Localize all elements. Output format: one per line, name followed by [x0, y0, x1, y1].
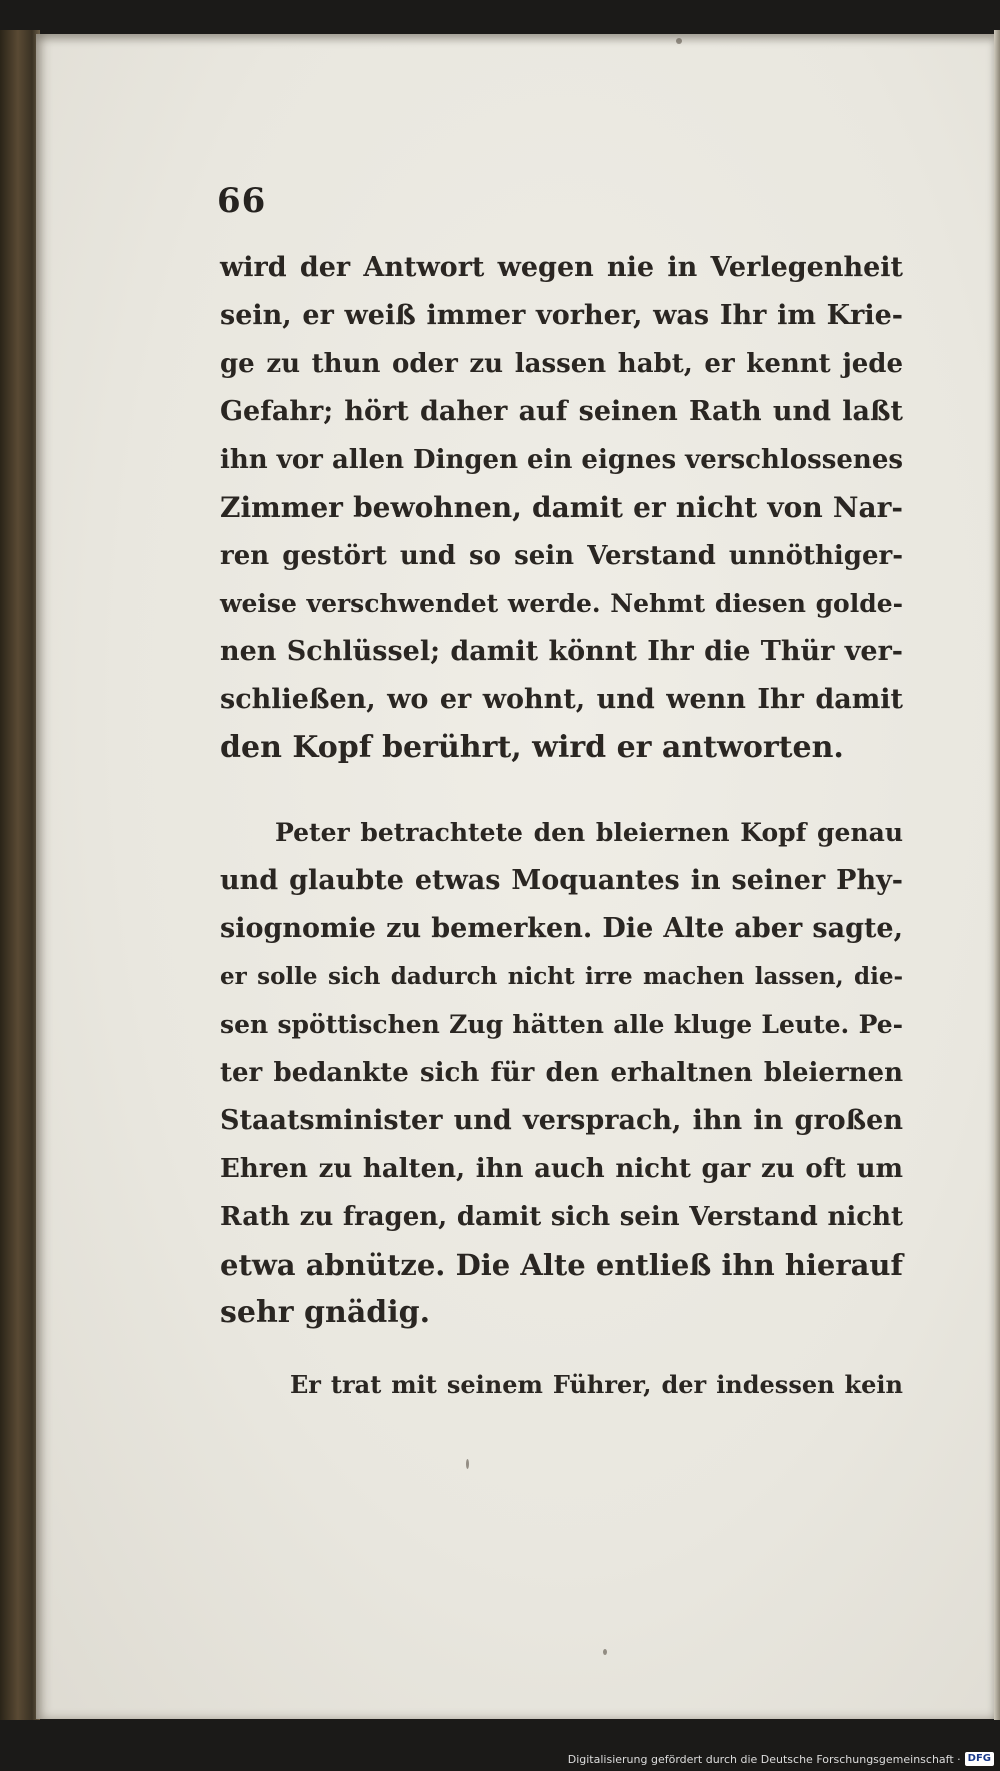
- text-line: nen Schlüssel; damit könnt Ihr die Thür ver-: [220, 636, 903, 667]
- page-edges: [994, 30, 1000, 1720]
- text-line: sehr gnädig.: [220, 1295, 431, 1330]
- text-line: wird der Antwort wegen nie in Verlegenheit: [220, 252, 903, 283]
- text-line: ter bedankte sich für den erhaltnen bleiernen: [220, 1058, 903, 1088]
- credit-text: Digitalisierung gefördert durch die Deutsche Forschungsgemeinschaft ·: [567, 1752, 961, 1766]
- text-line: siognomie zu bemerken. Die Alte aber sagte,: [220, 913, 903, 944]
- paper-speck: [676, 38, 682, 44]
- paper-speck: [603, 1649, 607, 1655]
- text-line: sein, er weiß immer vorher, was Ihr im Krie-: [220, 300, 903, 331]
- text-line: etwa abnütze. Die Alte entließ ihn hierauf: [220, 1248, 903, 1282]
- dfg-logo: DFG: [965, 1752, 994, 1766]
- text-line: ihn vor allen Dingen ein eignes verschlossenes: [220, 445, 903, 475]
- text-line: sen spöttischen Zug hätten alle kluge Leute. Pe-: [220, 1010, 903, 1039]
- text-line: Staatsminister und versprach, ihn in großen: [220, 1105, 903, 1136]
- text-line: ren gestört und so sein Verstand unnöthiger-: [220, 541, 903, 571]
- text-line: und glaubte etwas Moquantes in seiner Phy-: [220, 865, 903, 896]
- text-line: den Kopf berührt, wird er antworten.: [220, 730, 844, 765]
- text-line: Peter betrachtete den bleiernen Kopf genau: [275, 818, 903, 847]
- text-line: Zimmer bewohnen, damit er nicht von Nar-: [220, 491, 903, 524]
- digitization-credit: [568, 1749, 994, 1769]
- paper-speck: [466, 1459, 469, 1469]
- text-line: ge zu thun oder zu lassen habt, er kennt jede: [220, 349, 903, 379]
- text-line: er solle sich dadurch nicht irre machen lassen, die-: [220, 963, 903, 990]
- text-line: Ehren zu halten, ihn auch nicht gar zu oft um: [220, 1154, 903, 1184]
- page-number: 66: [217, 181, 267, 221]
- text-line: Gefahr; hört daher auf seinen Rath und laßt: [220, 396, 903, 427]
- book-binding-edge: [0, 30, 40, 1720]
- text-line: schließen, wo er wohnt, und wenn Ihr damit: [220, 684, 903, 715]
- text-line: Rath zu fragen, damit sich sein Verstand nicht: [220, 1202, 903, 1232]
- text-line: weise verschwendet werde. Nehmt diesen golde-: [220, 589, 903, 618]
- text-line: Er trat mit seinem Führer, der indessen kein: [290, 1370, 903, 1399]
